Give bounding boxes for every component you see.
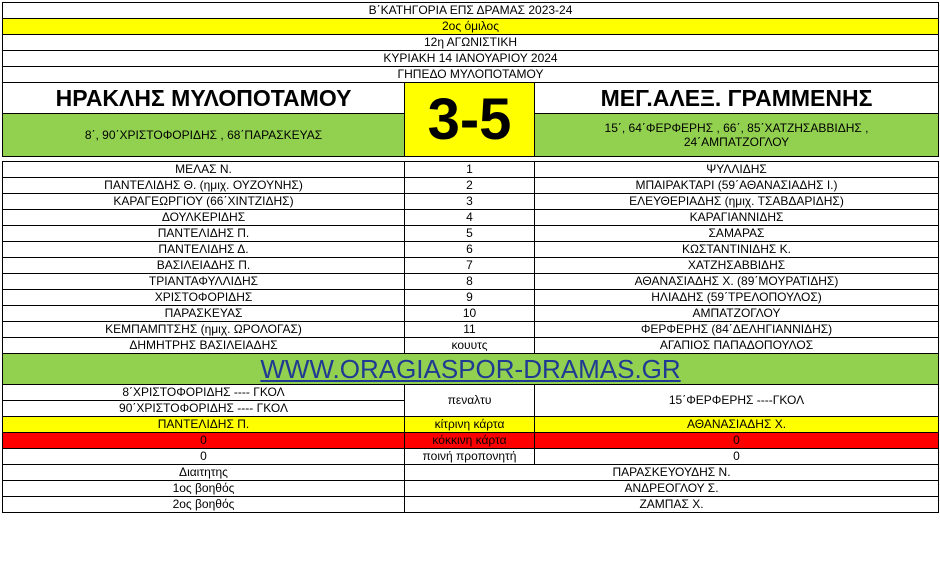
venue-label: ΓΗΠΕΔΟ ΜΥΛΟΠΟΤΑΜΟΥ [3,67,939,83]
lineup-row [3,322,939,338]
home-coach: ΔΗΜΗΤΡΗΣ ΒΑΣΙΛΕΙΑΔΗΣ [3,338,405,354]
official-row [3,497,939,513]
coach-row [3,338,939,354]
coach-penalty-label: ποινή προπονητή [405,449,535,465]
home-player: ΠΑΝΤΕΛΙΔΗΣ Θ. (ημιχ. ΟΥΖΟΥΝΗΣ) [3,178,405,194]
away-player: ΗΛΙΑΔΗΣ (59΄ΤΡΕΛΟΠΟΥΛΟΣ) [535,290,939,306]
official-row [3,465,939,481]
lineup-row [3,274,939,290]
home-penalty-2: 90΄ΧΡΙΣΤΟΦΟΡΙΔΗΣ ---- ΓΚΟΛ [3,401,405,417]
shirt-number: 10 [405,306,535,322]
home-player: ΔΟΥΛΚΕΡΙΔΗΣ [3,210,405,226]
home-player: ΚΕΜΠΑΜΠΤΣΗΣ (ημιχ. ΩΡΟΛΟΓΑΣ) [3,322,405,338]
shirt-number: 2 [405,178,535,194]
home-player: ΠΑΝΤΕΛΙΔΗΣ Π. [3,226,405,242]
home-yellow-card: ΠΑΝΤΕΛΙΔΗΣ Π. [3,417,405,433]
home-player: ΤΡΙΑΝΤΑΦΥΛΛΙΔΗΣ [3,274,405,290]
lineup-row [3,194,939,210]
away-scorers-line2: 24΄ΑΜΠΑΤΖΟΓΛΟΥ [683,135,790,149]
yellow-card-row [3,417,939,433]
lineup-row [3,242,939,258]
shirt-number: 7 [405,258,535,274]
away-scorers [535,114,939,157]
official-role: Διαιτητης [3,465,405,481]
competition-title: Β΄ΚΑΤΗΓΟΡΙΑ ΕΠΣ ΔΡΑΜΑΣ 2023-24 [3,3,939,19]
penalty-label: πεναλτυ [405,385,535,417]
away-player: ΣΑΜΑΡΑΣ [535,226,939,242]
shirt-number: 4 [405,210,535,226]
home-player: ΧΡΙΣΤΟΦΟΡΙΔΗΣ [3,290,405,306]
matchday-label: 12η ΑΓΩΝΙΣΤΙΚΗ [3,35,939,51]
home-player: ΒΑΣΙΛΕΙΑΔΗΣ Π. [3,258,405,274]
penalty-row [3,385,939,401]
away-team-name: ΜΕΓ.ΑΛΕΞ. ΓΡΑΜΜΕΝΗΣ [535,83,939,114]
official-name: ΖΑΜΠΑΣ Χ. [405,497,939,513]
shirt-number: 9 [405,290,535,306]
away-player: ΚΑΡΑΓΙΑΝΝΙΔΗΣ [535,210,939,226]
away-player: ΚΩΣΤΑΝΤΙΝΙΔΗΣ Κ. [535,242,939,258]
home-player: ΜΕΛΑΣ Ν. [3,162,405,178]
official-name: ΠΑΡΑΣΚΕΥΟΥΔΗΣ Ν. [405,465,939,481]
home-penalty-1: 8΄ΧΡΙΣΤΟΦΟΡΙΔΗΣ ---- ΓΚΟΛ [3,385,405,401]
red-card-row [3,433,939,449]
away-coach-penalty: 0 [535,449,939,465]
lineup-row [3,290,939,306]
coach-label: κουυτς [405,338,535,354]
match-date: ΚΥΡΙΑΚΗ 14 ΙΑΝΟΥΑΡΙΟΥ 2024 [3,51,939,67]
official-row [3,481,939,497]
home-player: ΚΑΡΑΓΕΩΡΓΙΟΥ (66΄ΧΙΝΤΖΙΔΗΣ) [3,194,405,210]
home-player: ΠΑΝΤΕΛΙΔΗΣ Δ. [3,242,405,258]
lineup-row [3,306,939,322]
shirt-number: 11 [405,322,535,338]
shirt-number: 5 [405,226,535,242]
shirt-number: 3 [405,194,535,210]
website-link[interactable]: WWW.ORAGIASPOR-DRAMAS.GR [3,354,939,385]
match-report-table [2,2,939,513]
match-report-sheet [2,2,938,513]
lineup-row [3,162,939,178]
away-yellow-card: ΑΘΑΝΑΣΙΑΔΗΣ Χ. [535,417,939,433]
home-coach-penalty: 0 [3,449,405,465]
away-player: ΧΑΤΖΗΣΑΒΒΙΔΗΣ [535,258,939,274]
away-player: ΨΥΛΛΙΔΗΣ [535,162,939,178]
away-player: ΑΜΠΑΤΖΟΓΛΟΥ [535,306,939,322]
away-red-card: 0 [535,433,939,449]
lineup-row [3,178,939,194]
home-scorers: 8΄, 90΄ΧΡΙΣΤΟΦΟΡΙΔΗΣ , 68΄ΠΑΡΑΣΚΕΥΑΣ [3,114,405,157]
home-red-card: 0 [3,433,405,449]
away-player: ΕΛΕΥΘΕΡΙΑΔΗΣ (ημιχ. ΤΣΑΒΔΑΡΙΔΗΣ) [535,194,939,210]
away-player: ΑΘΑΝΑΣΙΑΔΗΣ Χ. (89΄ΜΟΥΡΑΤΙΔΗΣ) [535,274,939,290]
away-scorers-line1: 15΄, 64΄ΦΕΡΦΕΡΗΣ , 66΄, 85΄ΧΑΤΖΗΣΑΒΒΙΔΗΣ , [604,121,869,135]
away-player: ΜΠΑΙΡΑΚΤΑΡΙ (59΄ΑΘΑΝΑΣΙΑΔΗΣ Ι.) [535,178,939,194]
lineup-row [3,210,939,226]
shirt-number: 1 [405,162,535,178]
final-score: 3-5 [405,83,535,157]
away-coach: ΑΓΑΠΙΟΣ ΠΑΠΑΔΟΠΟΥΛΟΣ [535,338,939,354]
away-penalty: 15΄ΦΕΡΦΕΡΗΣ ----ΓΚΟΛ [535,385,939,417]
group-label: 2ος όμιλος [3,19,939,35]
home-player: ΠΑΡΑΣΚΕΥΑΣ [3,306,405,322]
shirt-number: 6 [405,242,535,258]
official-role: 2ος βοηθός [3,497,405,513]
shirt-number: 8 [405,274,535,290]
lineup-row [3,258,939,274]
home-team-name: ΗΡΑΚΛΗΣ ΜΥΛΟΠΟΤΑΜΟΥ [3,83,405,114]
coach-penalty-row [3,449,939,465]
official-role: 1ος βοηθός [3,481,405,497]
lineup-row [3,226,939,242]
away-player: ΦΕΡΦΕΡΗΣ (84΄ΔΕΛΗΓΙΑΝΝΙΔΗΣ) [535,322,939,338]
yellow-card-label: κίτρινη κάρτα [405,417,535,433]
official-name: ΑΝΔΡΕΟΓΛΟΥ Σ. [405,481,939,497]
red-card-label: κόκκινη κάρτα [405,433,535,449]
